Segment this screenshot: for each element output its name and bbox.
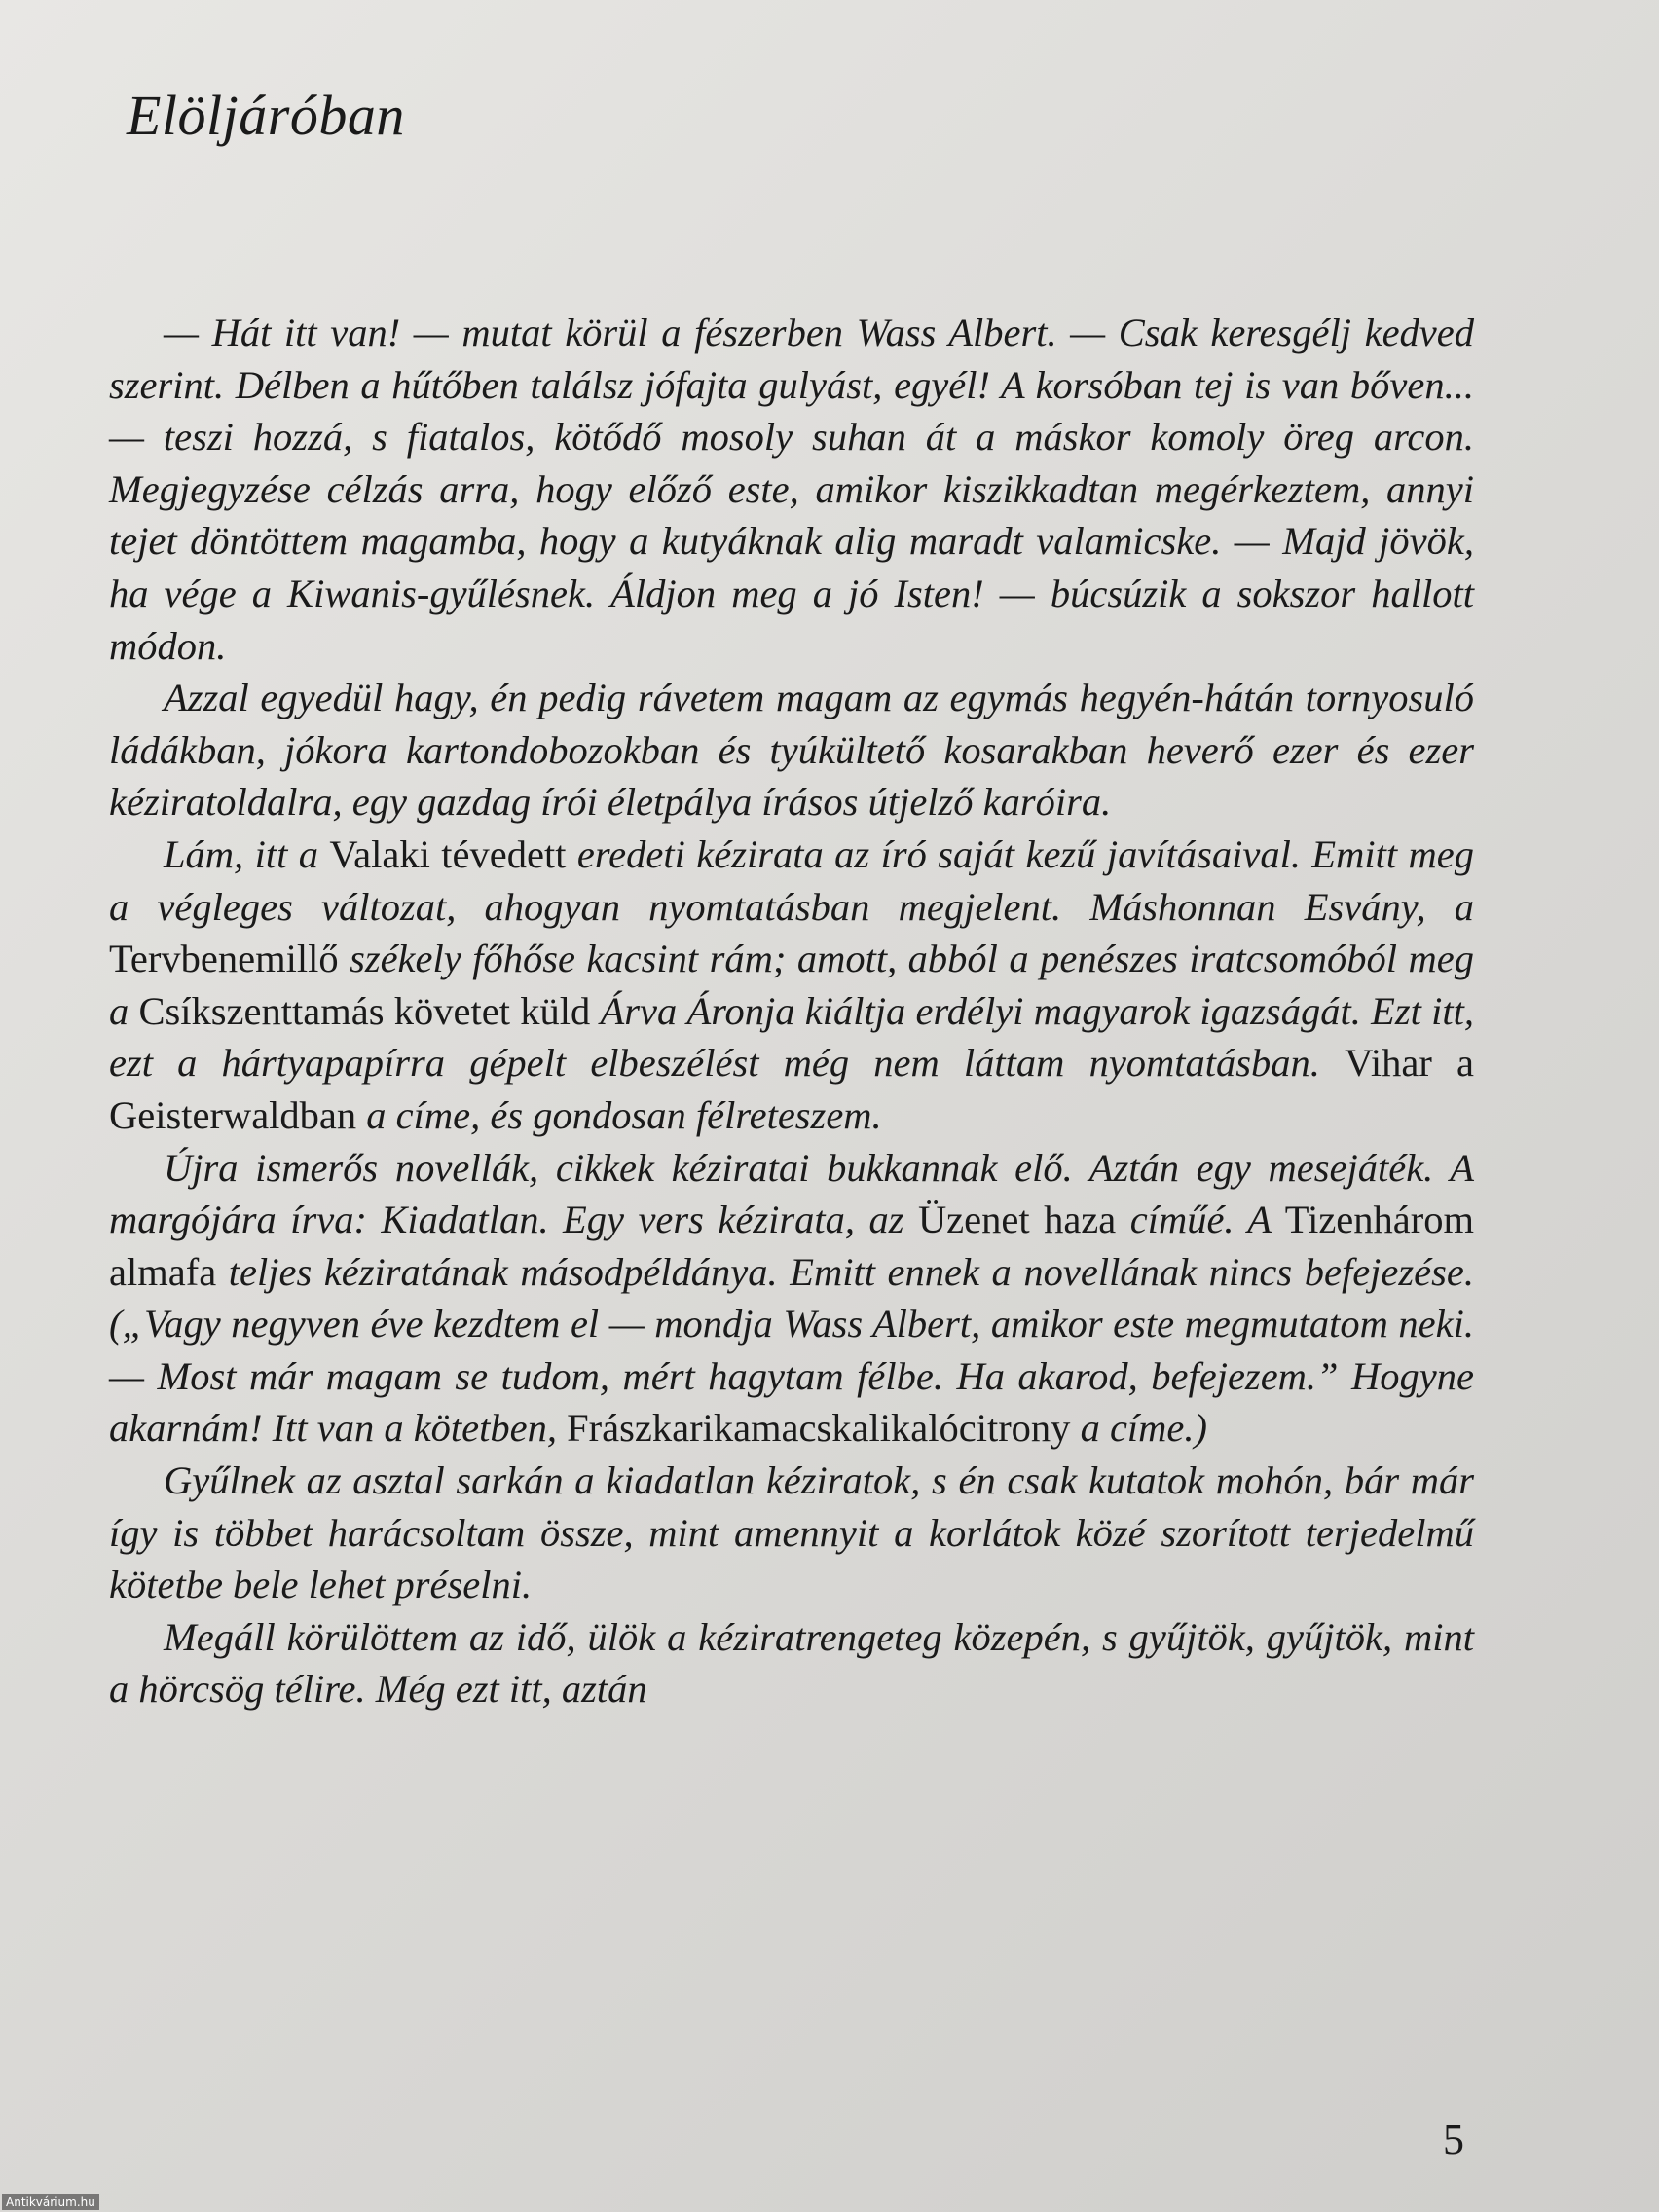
text-run: a címe, és gondosan félreteszem. (356, 1092, 882, 1137)
text-run: székely főhőse kacsint rám; amott, abból a penészes iratcsomóból meg a (109, 937, 1474, 1033)
text-run: Árva Áronja kiáltja erdélyi magyarok igazságát. Ezt itt, ezt a hártyapapírra gépelt elbeszélést még nem láttam nyomtatásban. (109, 988, 1474, 1086)
title-reference: Tizenhárom almafa (109, 1198, 1474, 1294)
text-run: eredeti kézirata az író saját kezű javításaival. Emitt meg a végleges változat, ahogyan nyomtatásban megjelent. Máshonnan Esvány, a (109, 831, 1475, 929)
title-reference: Üzenet haza (917, 1198, 1117, 1242)
text-run: Lám, itt a (164, 831, 330, 876)
paragraph (109, 1611, 1474, 1715)
text-run: Megáll körülöttem az idő, ülök a kéziratrengeteg közepén, s gyűjtök, gyűjtök, mint a hörcsög télire. Még ezt itt, aztán (109, 1614, 1474, 1712)
title-reference: Csíkszenttamás követet küld (138, 988, 591, 1033)
text-run: Újra ismerős novellák, cikkek kéziratai bukkannak elő. Aztán egy mesejáték. A margójára írva: Kiadatlan. Egy vers kézirata, az (109, 1145, 1474, 1242)
chapter-title: Elöljáróban (127, 84, 405, 147)
paragraph (109, 1455, 1474, 1611)
paragraph (109, 1142, 1474, 1456)
paragraph (109, 829, 1474, 1142)
text-run: címűé. A (1116, 1198, 1285, 1242)
text-run: Azzal egyedül hagy, én pedig rávetem magam az egymás hegyén-hátán tornyosuló ládákban, jókora kartondobozokban és tyúkültető kosarakban heverő ezer és ezer kéziratoldalra, egy gazdag írói életpálya írásos útjelző karóira. (109, 676, 1474, 825)
title-reference: Vihar a Geisterwaldban (109, 1041, 1475, 1137)
text-run: teljes kéziratának másodpéldánya. Emitt ennek a novellának nincs befejezése. („Vagy negyven éve kezdtem el — mondja Wass Albert, amikor este megmutatom neki. — Most már magam se tudom, mért hagytam félbe. Ha akarod, befejezem.” Hogyne akarnám! Itt van a kötetben, (109, 1249, 1474, 1451)
paragraph (109, 307, 1474, 672)
paragraph (109, 672, 1474, 829)
body-text (109, 307, 1474, 1715)
text-run: a címe.) (1070, 1406, 1208, 1451)
watermark-label: Antikvárium.hu (2, 2194, 99, 2210)
title-reference: Valaki tévedett (329, 831, 567, 876)
page-number: 5 (1443, 2116, 1464, 2163)
text-run: Gyűlnek az asztal sarkán a kiadatlan kéziratok, s én csak kutatok mohón, bár már így is többet harácsoltam össze, mint amennyit a korlátok közé szorított terjedelmű kötetbe bele lehet préselni. (109, 1458, 1474, 1607)
text-run: — Hát itt van! — mutat körül a fészerben Wass Albert. — Csak keresgélj kedved szerint. Délben a hűtőben találsz jófajta gulyást, egyél! A korsóban tej is van bőven... — teszi hozzá, s fiatalos, kötődő mosoly suhan át a máskor komoly öreg arcon. Megjegyzése célzás arra, hogy előző este, amikor kiszikkadtan megérkeztem, annyi tejet döntöttem magamba, hogy a kutyáknak alig maradt valamicske. — Majd jövök, ha vége a Kiwanis-gyűlésnek. Áldjon meg a jó Isten! — búcsúzik a sokszor hallott módon. (109, 311, 1474, 668)
title-reference: Tervbenemillő (109, 937, 339, 981)
title-reference: Frászkarikamacskalikalócitrony (567, 1406, 1071, 1451)
